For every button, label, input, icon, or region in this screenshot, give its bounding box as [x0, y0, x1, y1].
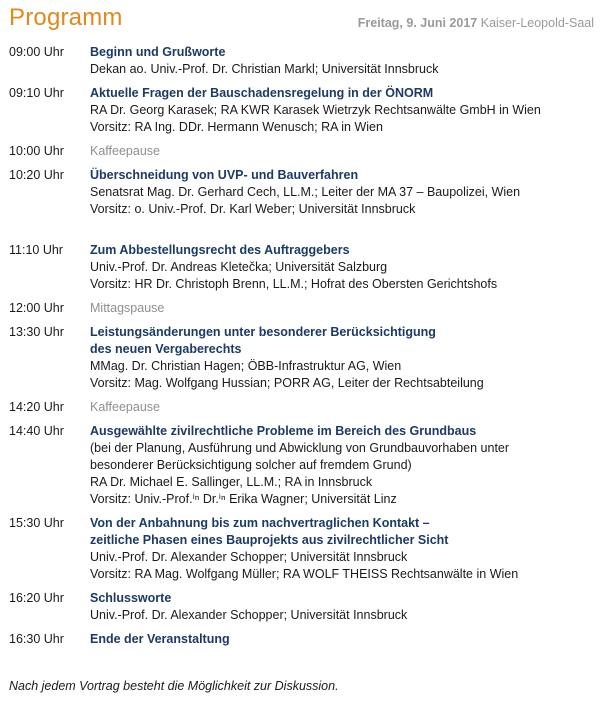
- schedule-content: [90, 167, 599, 218]
- schedule-item: [9, 167, 599, 218]
- schedule-content: [90, 423, 599, 508]
- talk-title: Schlussworte: [90, 591, 172, 605]
- schedule-time: 10:00 Uhr: [9, 144, 64, 158]
- talk-detail: Vorsitz: o. Univ.-Prof. Dr. Karl Weber; Universität Innsbruck: [90, 202, 416, 216]
- talk-title: Beginn und Grußworte: [90, 45, 226, 59]
- talk-detail: RA Dr. Georg Karasek; RA KWR Karasek Wietrzyk Rechtsanwälte GmbH in Wien: [90, 103, 541, 117]
- talk-detail: MMag. Dr. Christian Hagen; ÖBB-Infrastruktur AG, Wien: [90, 359, 402, 373]
- talk-detail: RA Dr. Michael E. Sallinger, LL.M.; RA in Innsbruck: [90, 475, 373, 489]
- talk-detail: Vorsitz: HR Dr. Christoph Brenn, LL.M.; Hofrat des Obersten Gerichtshofs: [90, 277, 498, 291]
- talk-title: zeitliche Phasen eines Bauprojekts aus zivilrechtlicher Sicht: [90, 533, 449, 547]
- schedule-item: [9, 590, 599, 624]
- page-title: Programm: [9, 4, 123, 31]
- discussion-note: Nach jedem Vortrag besteht die Möglichkeit zur Diskussion.: [9, 679, 339, 693]
- talk-detail: Vorsitz: RA Mag. Wolfgang Müller; RA WOLF THEISS Rechtsanwälte in Wien: [90, 567, 519, 581]
- talk-title: Überschneidung von UVP- und Bauverfahren: [90, 168, 359, 182]
- talk-detail: Vorsitz: RA Ing. DDr. Hermann Wenusch; RA in Wien: [90, 120, 383, 134]
- schedule-content: [90, 590, 599, 624]
- talk-title: Ende der Veranstaltung: [90, 632, 230, 646]
- schedule-item: [9, 631, 599, 648]
- schedule-time: 14:20 Uhr: [9, 400, 64, 414]
- schedule-time: 16:20 Uhr: [9, 591, 64, 605]
- event-date: Freitag, 9. Juni 2017: [357, 16, 478, 30]
- schedule-content: [90, 324, 599, 392]
- schedule-time: 14:40 Uhr: [9, 424, 64, 438]
- schedule-time: 11:10 Uhr: [9, 243, 63, 257]
- schedule-content: [90, 85, 599, 136]
- event-meta: [358, 16, 594, 30]
- schedule-content: [90, 631, 599, 648]
- schedule-time: 10:20 Uhr: [9, 168, 64, 182]
- talk-detail: besonderer Berücksichtigung solcher auf fremdem Grund): [90, 458, 412, 472]
- schedule-break: [9, 300, 599, 317]
- program-header: [9, 4, 594, 34]
- schedule-item: [9, 85, 599, 136]
- schedule-time: 16:30 Uhr: [9, 632, 64, 646]
- break-label: Kaffeepause: [90, 144, 160, 158]
- talk-detail: Univ.-Prof. Dr. Alexander Schopper; Universität Innsbruck: [90, 550, 408, 564]
- talk-detail: Vorsitz: Univ.-Prof.ⁱⁿ Dr.ⁱⁿ Erika Wagner; Universität Linz: [90, 492, 397, 506]
- talk-detail: Univ.-Prof. Dr. Andreas Kletečka; Universität Salzburg: [90, 260, 388, 274]
- talk-title: Ausgewählte zivilrechtliche Probleme im Bereich des Grundbaus: [90, 424, 477, 438]
- schedule-content: [90, 399, 599, 416]
- break-label: Kaffeepause: [90, 400, 160, 414]
- talk-detail: Univ.-Prof. Dr. Alexander Schopper; Universität Innsbruck: [90, 608, 408, 622]
- schedule-item: [9, 515, 599, 583]
- schedule-break: [9, 399, 599, 416]
- schedule-content: [90, 515, 599, 583]
- schedule-item: [9, 324, 599, 392]
- talk-detail: (bei der Planung, Ausführung und Abwicklung von Grundbauvorhaben unter: [90, 441, 510, 455]
- schedule-break: [9, 143, 599, 160]
- talk-detail: Vorsitz: Mag. Wolfgang Hussian; PORR AG, Leiter der Rechtsabteilung: [90, 376, 484, 390]
- talk-title: des neuen Vergaberechts: [90, 342, 242, 356]
- talk-title: Von der Anbahnung bis zum nachvertraglichen Kontakt –: [90, 516, 430, 530]
- break-label: Mittagspause: [90, 301, 165, 315]
- schedule-content: [90, 242, 599, 293]
- schedule-content: [90, 44, 599, 78]
- talk-title: Zum Abbestellungsrecht des Auftraggebers: [90, 243, 350, 257]
- schedule-time: 09:00 Uhr: [9, 45, 64, 59]
- schedule-content: [90, 143, 599, 160]
- schedule-time: 12:00 Uhr: [9, 301, 64, 315]
- schedule-time: 15:30 Uhr: [9, 516, 64, 530]
- schedule-item: [9, 44, 599, 78]
- schedule-list: [9, 44, 599, 648]
- talk-title: Leistungsänderungen unter besonderer Berücksichtigung: [90, 325, 436, 339]
- talk-detail: Dekan ao. Univ.-Prof. Dr. Christian Markl; Universität Innsbruck: [90, 62, 439, 76]
- event-venue: Kaiser-Leopold-Saal: [480, 16, 594, 30]
- schedule-item: [9, 423, 599, 508]
- schedule-content: [90, 300, 599, 317]
- talk-detail: Senatsrat Mag. Dr. Gerhard Cech, LL.M.; Leiter der MA 37 – Baupolizei, Wien: [90, 185, 521, 199]
- schedule-item: [9, 242, 599, 293]
- schedule-time: 09:10 Uhr: [9, 86, 64, 100]
- schedule-time: 13:30 Uhr: [9, 325, 64, 339]
- talk-title: Aktuelle Fragen der Bauschadensregelung in der ÖNORM: [90, 86, 434, 100]
